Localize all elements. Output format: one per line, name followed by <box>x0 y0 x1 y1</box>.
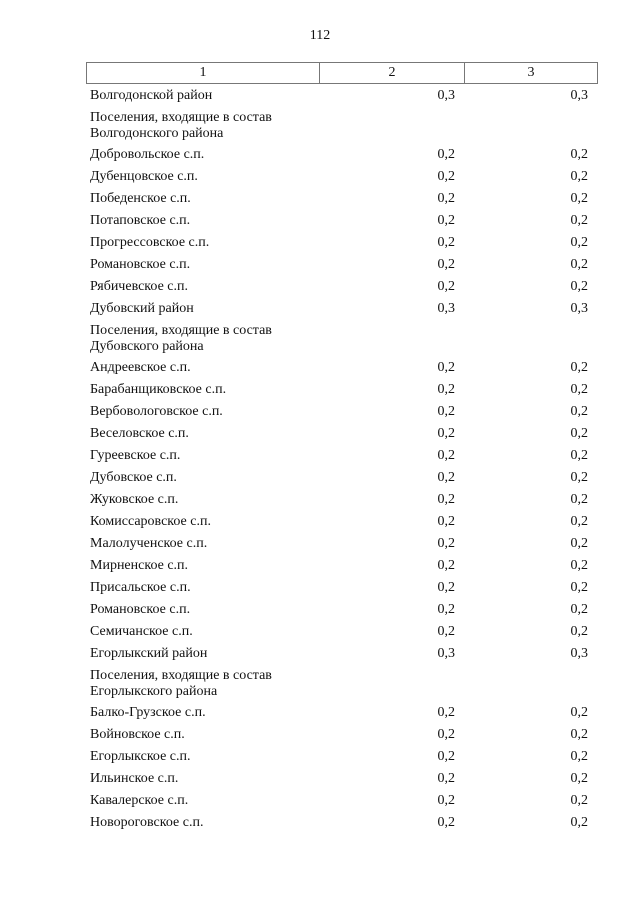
row-value-col-3: 0,3 <box>570 88 588 103</box>
row-value-col-2: 0,3 <box>437 301 455 316</box>
table-row <box>86 577 598 599</box>
table-row <box>86 379 598 401</box>
header-col-2: 2 <box>320 63 465 83</box>
row-value-col-2: 0,2 <box>437 580 455 595</box>
row-name: Присальское с.п. <box>90 580 191 595</box>
row-name: Поселения, входящие в состав Дубовского района <box>90 323 272 354</box>
row-value-col-3: 0,3 <box>570 646 588 661</box>
row-name: Дубовское с.п. <box>90 470 177 485</box>
table-row <box>86 232 598 254</box>
row-value-col-2: 0,2 <box>437 279 455 294</box>
row-name: Балко-Грузское с.п. <box>90 705 206 720</box>
table-row <box>86 665 598 702</box>
row-value-col-2: 0,2 <box>437 360 455 375</box>
row-name: Новороговское с.п. <box>90 815 204 830</box>
row-value-col-2: 0,2 <box>437 815 455 830</box>
table-row <box>86 702 598 724</box>
row-name: Барабанщиковское с.п. <box>90 382 227 397</box>
table-row <box>86 423 598 445</box>
row-value-col-3: 0,3 <box>570 301 588 316</box>
row-value-col-2: 0,2 <box>437 536 455 551</box>
row-value-col-3: 0,2 <box>570 815 588 830</box>
row-name: Вербовологовское с.п. <box>90 404 223 419</box>
row-value-col-2: 0,3 <box>437 88 455 103</box>
table-row <box>86 489 598 511</box>
row-value-col-2: 0,2 <box>437 382 455 397</box>
row-value-col-2: 0,2 <box>437 749 455 764</box>
header-col-3: 3 <box>527 65 535 80</box>
table-row <box>86 467 598 489</box>
row-value-col-3: 0,2 <box>570 279 588 294</box>
table-row <box>86 401 598 423</box>
header-col-1: 1 <box>87 63 320 83</box>
row-value-col-3: 0,2 <box>570 514 588 529</box>
row-name: Малолученское с.п. <box>90 536 208 551</box>
table-body <box>86 85 598 834</box>
row-value-col-2: 0,2 <box>437 213 455 228</box>
row-value-col-3: 0,2 <box>570 624 588 639</box>
row-value-col-3: 0,2 <box>570 749 588 764</box>
row-name: Гуреевское с.п. <box>90 448 181 463</box>
table-row <box>86 621 598 643</box>
row-name: Прогрессовское с.п. <box>90 235 210 250</box>
row-name: Войновское с.п. <box>90 727 185 742</box>
row-name: Жуковское с.п. <box>90 492 179 507</box>
row-name: Дубовский район <box>90 301 194 316</box>
table-row <box>86 107 598 144</box>
row-value-col-3: 0,2 <box>570 793 588 808</box>
row-value-col-2: 0,2 <box>437 492 455 507</box>
table-row <box>86 85 598 107</box>
table-row <box>86 276 598 298</box>
table-row <box>86 144 598 166</box>
row-name: Егорлыкский район <box>90 646 208 661</box>
table-row <box>86 357 598 379</box>
row-value-col-3: 0,2 <box>570 558 588 573</box>
row-name: Егорлыкское с.п. <box>90 749 191 764</box>
row-name: Ильинское с.п. <box>90 771 179 786</box>
row-value-col-3: 0,2 <box>570 213 588 228</box>
row-value-col-2: 0,2 <box>437 514 455 529</box>
row-value-col-3: 0,2 <box>570 727 588 742</box>
page-number: 112 <box>309 28 331 43</box>
table-row <box>86 643 598 665</box>
row-value-col-3: 0,2 <box>570 602 588 617</box>
row-name: Потаповское с.п. <box>90 213 191 228</box>
table-row <box>86 320 598 357</box>
table-row <box>86 724 598 746</box>
row-name: Мирненское с.п. <box>90 558 189 573</box>
row-value-col-2: 0,2 <box>437 558 455 573</box>
row-name: Семичанское с.п. <box>90 624 193 639</box>
row-value-col-2: 0,2 <box>437 147 455 162</box>
row-name: Поселения, входящие в состав Волгодонского района <box>90 110 272 141</box>
row-value-col-2: 0,2 <box>437 404 455 419</box>
row-value-col-3: 0,2 <box>570 257 588 272</box>
row-value-col-3: 0,2 <box>570 169 588 184</box>
row-name: Поселения, входящие в состав Егорлыкского района <box>90 668 272 699</box>
row-name: Комиссаровское с.п. <box>90 514 211 529</box>
row-value-col-3: 0,2 <box>570 360 588 375</box>
table-row <box>86 298 598 320</box>
table-row <box>86 254 598 276</box>
row-name: Рябичевское с.п. <box>90 279 188 294</box>
table-row <box>86 445 598 467</box>
row-name: Романовское с.п. <box>90 602 191 617</box>
row-value-col-3: 0,2 <box>570 771 588 786</box>
table-row <box>86 188 598 210</box>
row-name: Победенское с.п. <box>90 191 191 206</box>
row-value-col-3: 0,2 <box>570 536 588 551</box>
row-value-col-3: 0,2 <box>570 470 588 485</box>
row-value-col-2: 0,2 <box>437 235 455 250</box>
row-name: Дубенцовское с.п. <box>90 169 198 184</box>
row-value-col-3: 0,2 <box>570 147 588 162</box>
row-name: Андреевское с.п. <box>90 360 191 375</box>
table-row <box>86 790 598 812</box>
row-value-col-2: 0,2 <box>437 602 455 617</box>
row-value-col-3: 0,2 <box>570 235 588 250</box>
table-row <box>86 555 598 577</box>
row-value-col-3: 0,2 <box>570 448 588 463</box>
table-row <box>86 533 598 555</box>
row-value-col-2: 0,2 <box>437 771 455 786</box>
table-row <box>86 511 598 533</box>
row-value-col-3: 0,2 <box>570 705 588 720</box>
row-value-col-2: 0,2 <box>437 470 455 485</box>
table-row <box>86 768 598 790</box>
row-name: Добровольское с.п. <box>90 147 205 162</box>
table-row <box>86 166 598 188</box>
row-value-col-3: 0,2 <box>570 382 588 397</box>
table-row <box>86 812 598 834</box>
row-value-col-2: 0,2 <box>437 793 455 808</box>
row-value-col-3: 0,2 <box>570 426 588 441</box>
table-header <box>86 62 598 84</box>
row-value-col-2: 0,2 <box>437 727 455 742</box>
row-name: Веселовское с.п. <box>90 426 189 441</box>
row-value-col-2: 0,2 <box>437 257 455 272</box>
row-value-col-2: 0,3 <box>437 646 455 661</box>
table-row <box>86 599 598 621</box>
row-value-col-2: 0,2 <box>437 705 455 720</box>
table-row <box>86 210 598 232</box>
row-value-col-2: 0,2 <box>437 624 455 639</box>
row-value-col-2: 0,2 <box>437 169 455 184</box>
row-name: Романовское с.п. <box>90 257 191 272</box>
row-value-col-2: 0,2 <box>437 426 455 441</box>
row-value-col-3: 0,2 <box>570 404 588 419</box>
row-value-col-3: 0,2 <box>570 492 588 507</box>
row-name: Кавалерское с.п. <box>90 793 189 808</box>
row-value-col-3: 0,2 <box>570 191 588 206</box>
row-value-col-2: 0,2 <box>437 448 455 463</box>
row-name: Волгодонской район <box>90 88 213 103</box>
row-value-col-2: 0,2 <box>437 191 455 206</box>
table-row <box>86 746 598 768</box>
row-value-col-3: 0,2 <box>570 580 588 595</box>
